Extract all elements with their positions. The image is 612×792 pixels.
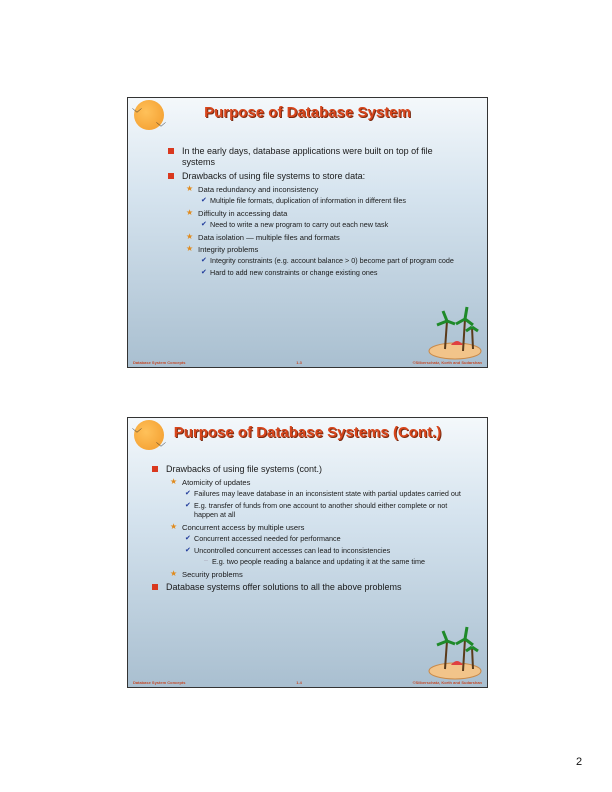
bullet-icon: ★: [186, 207, 194, 217]
bullet-text: E.g. transfer of funds from one account to another should either complete or not happen at all: [194, 501, 448, 519]
bird-icon: ﹀: [156, 123, 166, 134]
bullet-icon: ★: [170, 476, 178, 486]
bullet-text: Data redundancy and inconsistency: [198, 184, 319, 194]
footer-slide-number: 1.3: [296, 360, 302, 365]
bullet-item: [166, 197, 463, 206]
bullet-icon: ★: [186, 244, 194, 254]
bullet-text: Concurrent access by multiple users: [182, 522, 305, 532]
bullet-item: [150, 523, 463, 532]
bullet-text: Multiple file formats, duplication of information in different files: [210, 196, 407, 206]
bullet-item: [150, 547, 463, 556]
bullet-icon: [168, 173, 174, 179]
bullet-text: Need to write a new program to carry out each new task: [210, 220, 389, 230]
bullet-item: [166, 171, 463, 182]
bullet-text: Integrity constraints (e.g. account balance > 0) become part of program code: [210, 256, 454, 266]
bullet-icon: ✔: [185, 490, 191, 498]
footer-left: Database System Concepts: [133, 360, 186, 365]
bullet-text: Uncontrolled concurrent accesses can lead to inconsistencies: [194, 545, 391, 555]
bullet-text: Hard to add new constraints or change existing ones: [210, 268, 378, 278]
bullet-text: Failures may leave database in an inconsistent state with partial updates carried out: [194, 489, 461, 499]
bullet-text: Data isolation — multiple files and formats: [198, 232, 340, 242]
bird-icon: ﹀: [132, 429, 142, 440]
slide-footer: [133, 680, 482, 685]
bullet-item: [166, 221, 463, 230]
bullet-icon: ✔: [201, 197, 207, 205]
bullet-item: [166, 233, 463, 242]
bullet-item: [150, 464, 463, 475]
bullet-icon: ✔: [201, 269, 207, 277]
bullet-item: [150, 502, 463, 520]
bullet-item: [150, 570, 463, 579]
slide-1: [127, 97, 488, 368]
bullet-item: [150, 558, 463, 567]
bullet-text: Database systems offer solutions to all the above problems: [166, 582, 402, 593]
bullet-item: [150, 478, 463, 487]
bullet-icon: ✔: [185, 534, 191, 542]
bullet-icon: ✔: [185, 546, 191, 554]
bullet-text: Drawbacks of using file systems (cont.): [166, 464, 323, 474]
page-number: 2: [576, 756, 583, 768]
slide-title: Purpose of Database System: [204, 104, 411, 121]
bullet-text: In the early days, database applications were built on top of file systems: [182, 146, 433, 167]
bullet-icon: [152, 466, 158, 472]
bullet-item: [166, 209, 463, 218]
bullet-item: [166, 257, 463, 266]
bullet-item: [166, 146, 463, 168]
bullet-icon: [168, 148, 174, 154]
slide-2: [127, 417, 488, 688]
bullet-icon: ★: [186, 183, 194, 193]
bullet-icon: ✔: [201, 221, 207, 229]
bullet-item: [150, 490, 463, 499]
footer-left: Database System Concepts: [133, 680, 186, 685]
bullet-text: Drawbacks of using file systems to store data:: [182, 170, 366, 181]
bullet-icon: [152, 584, 158, 590]
bullet-icon: –: [204, 557, 208, 565]
bird-icon: ﹀: [132, 109, 142, 120]
palm-island-icon: [423, 301, 483, 361]
slide-footer: [133, 360, 482, 365]
bullet-item: [166, 185, 463, 194]
bullet-text: Security problems: [182, 570, 243, 580]
footer-copyright: ©Silberschatz, Korth and Sudarshan: [412, 680, 482, 685]
bullet-text: Integrity problems: [198, 245, 259, 255]
bullet-text: E.g. two people reading a balance and updating it at the same time: [212, 557, 425, 567]
footer-copyright: ©Silberschatz, Korth and Sudarshan: [412, 360, 482, 365]
bullet-icon: ✔: [185, 502, 191, 509]
footer-slide-number: 1.4: [296, 680, 302, 685]
slide-body: [150, 464, 463, 596]
bullet-text: Atomicity of updates: [182, 477, 251, 487]
bullet-icon: ★: [170, 521, 178, 531]
bullet-text: Difficulty in accessing data: [198, 208, 288, 218]
bullet-icon: ✔: [201, 257, 207, 265]
slide-body: [166, 146, 463, 281]
bullet-item: [150, 535, 463, 544]
bullet-item: [150, 582, 463, 593]
bullet-icon: ★: [186, 231, 194, 241]
bullet-text: Concurrent accessed needed for performance: [194, 533, 341, 543]
slide-title: Purpose of Database Systems (Cont.): [173, 424, 442, 441]
bullet-icon: ★: [170, 569, 178, 579]
palm-island-icon: [423, 621, 483, 681]
bird-icon: ﹀: [156, 443, 166, 454]
bullet-item: [166, 245, 463, 254]
bullet-item: [166, 269, 463, 278]
